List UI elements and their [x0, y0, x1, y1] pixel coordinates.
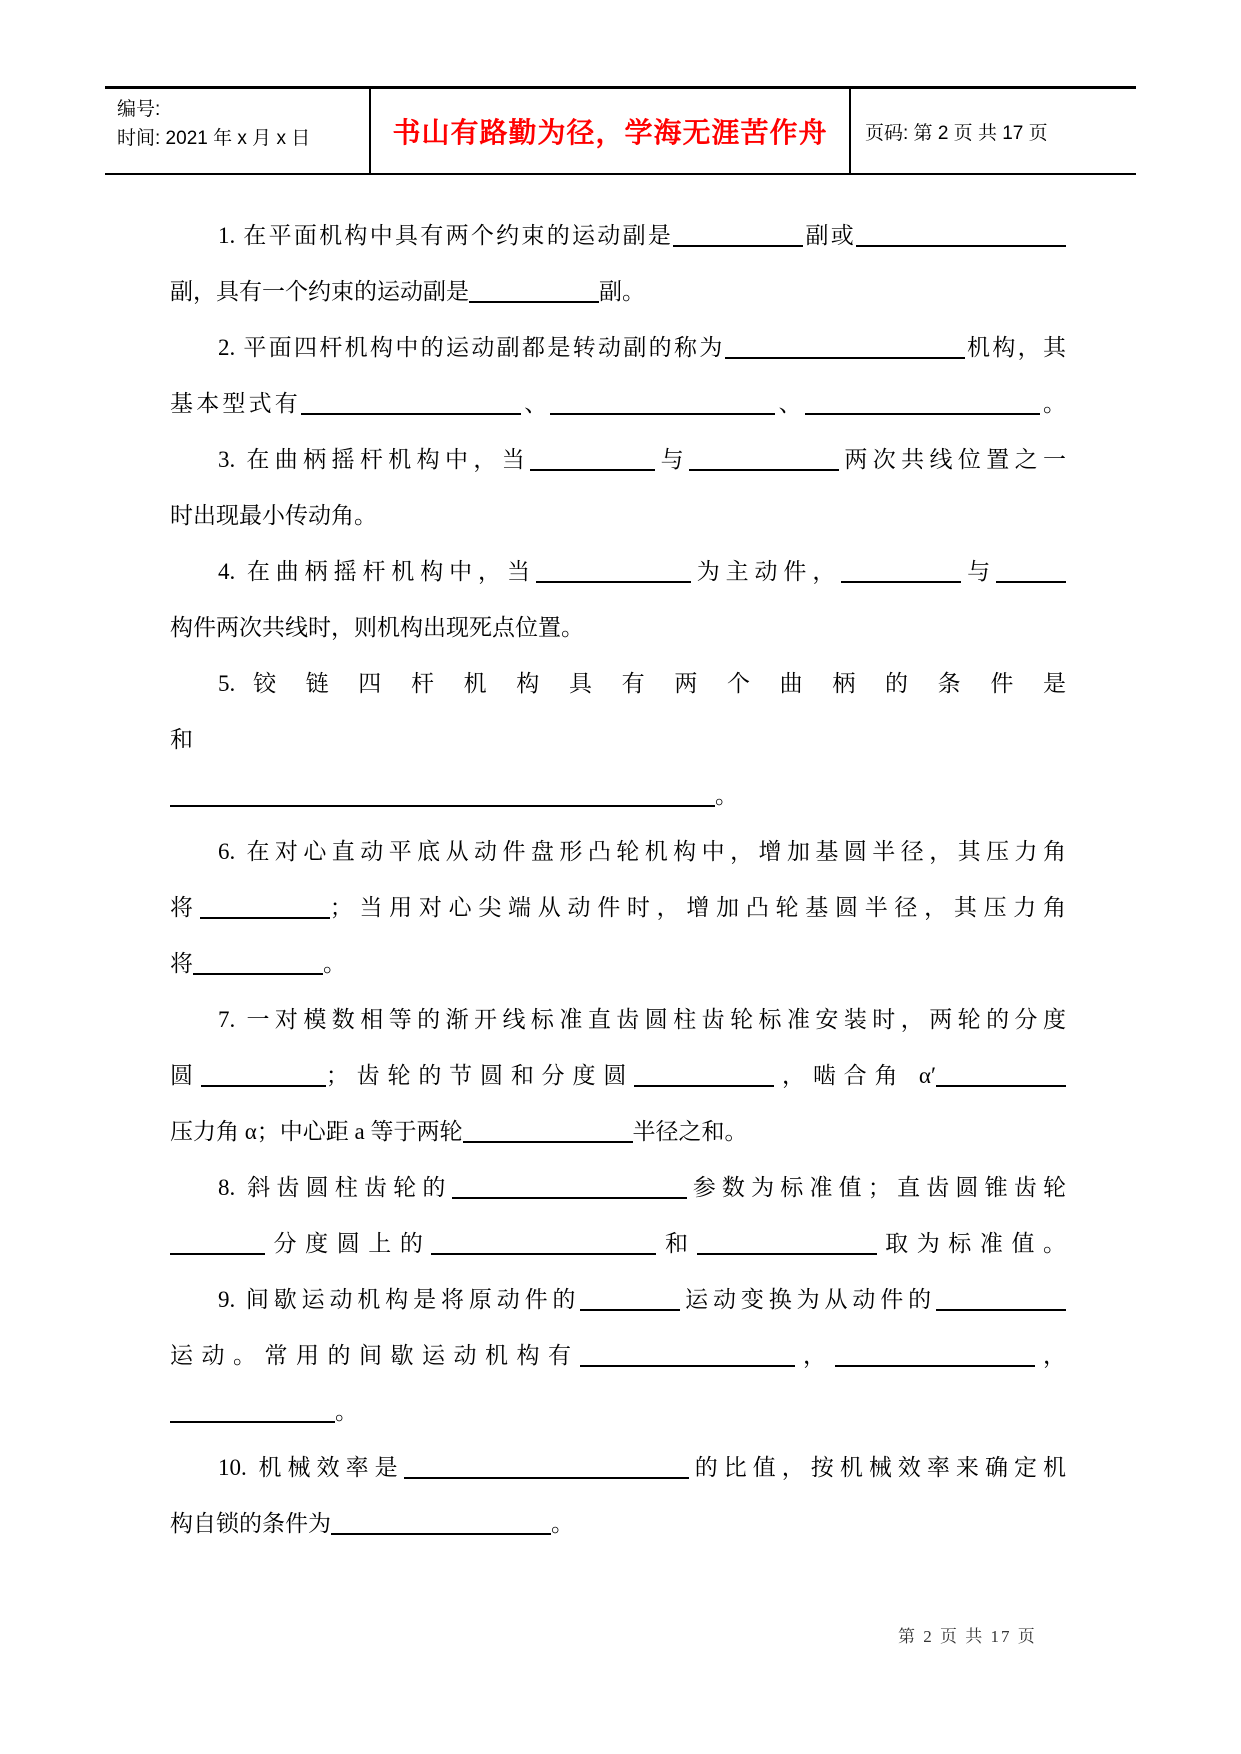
text-segment: 3. 在曲柄摇杆机构中，当: [218, 447, 531, 472]
question-line: [170, 432, 1066, 488]
blank-underline: [452, 1192, 687, 1199]
blank-underline: [856, 240, 1066, 247]
text-segment: 。: [323, 951, 346, 976]
page-number-label: 页码: 第 2 页 共 17 页: [865, 122, 1048, 144]
blank-underline: [201, 1080, 326, 1087]
text-segment: 参数为标准值；直齿圆锥齿轮: [686, 1175, 1066, 1200]
text-segment: 将: [170, 951, 193, 976]
header-cell-motto: [369, 89, 851, 173]
text-segment: ；齿轮的节圆和分度圆: [325, 1063, 635, 1088]
doc-number-label: 编号:: [117, 99, 161, 120]
blank-underline: [301, 408, 521, 415]
text-segment: 为主动件，: [690, 559, 842, 584]
text-segment: 圆: [170, 1063, 201, 1088]
question-line: [170, 600, 1066, 656]
text-segment: ，啮合角 α′: [774, 1063, 936, 1088]
text-segment: 5. 铰 链 四 杆 机 构 具 有 两 个 曲 柄 的 条 件 是: [218, 671, 1066, 696]
question-line: [170, 544, 1066, 600]
blank-underline: [580, 1360, 795, 1367]
blank-underline: [431, 1248, 656, 1255]
question-line: [170, 1048, 1066, 1104]
blank-underline: [725, 352, 965, 359]
text-segment: ，: [794, 1343, 835, 1368]
text-segment: 9. 间歇运动机构是将原动件的: [218, 1287, 581, 1312]
text-segment: 和: [656, 1231, 697, 1256]
text-segment: 10. 机械效率是: [218, 1455, 404, 1480]
text-segment: 与: [961, 559, 997, 584]
blank-underline: [835, 1360, 1035, 1367]
text-segment: 时出现最小传动角。: [170, 503, 377, 528]
question-line: [170, 208, 1066, 264]
question-line: [170, 880, 1066, 936]
blank-underline: [805, 408, 1040, 415]
blank-underline: [936, 1080, 1066, 1087]
text-segment: 。: [1039, 391, 1066, 416]
blank-underline: [170, 1248, 265, 1255]
text-segment: 的比值，按机械效率来确定机: [688, 1455, 1066, 1480]
header-cell-page: [851, 89, 1136, 173]
text-segment: ；当用对心尖端从动件时，增加凸轮基圆半径，其压力角: [329, 895, 1066, 920]
text-segment: 、: [521, 391, 551, 416]
question-line: [170, 1384, 1066, 1440]
question-line: [170, 320, 1066, 376]
question-line: [170, 768, 1066, 824]
text-segment: 。: [551, 1511, 574, 1536]
question-line: [170, 712, 1066, 768]
text-segment: ，: [1034, 1343, 1066, 1368]
blank-underline: [193, 968, 323, 975]
question-line: [170, 376, 1066, 432]
text-segment: 半径之和。: [632, 1119, 748, 1144]
text-segment: 。: [715, 783, 738, 808]
header-table: [105, 86, 1136, 175]
blank-underline: [841, 576, 961, 583]
blank-underline: [634, 1080, 774, 1087]
blank-underline: [463, 1136, 633, 1143]
question-line: [170, 1496, 1066, 1552]
doc-time-label: 时间: 2021 年 x 月 x 日: [117, 128, 311, 149]
question-line: [170, 264, 1066, 320]
question-line: [170, 1160, 1066, 1216]
text-segment: 两次共线位置之一: [838, 447, 1066, 472]
blank-underline: [331, 1528, 551, 1535]
text-segment: 6. 在对心直动平底从动件盘形凸轮机构中，增加基圆半径，其压力角: [218, 839, 1066, 864]
text-segment: 、: [775, 391, 805, 416]
text-segment: 和: [170, 727, 193, 752]
blank-underline: [996, 576, 1066, 583]
text-segment: 分度圆上的: [265, 1231, 432, 1256]
blank-underline: [550, 408, 775, 415]
text-segment: 与: [655, 447, 689, 472]
text-segment: 取为标准值。: [876, 1231, 1066, 1256]
question-line: [170, 1104, 1066, 1160]
text-segment: 1. 在平面机构中具有两个约束的运动副是: [218, 223, 674, 248]
text-segment: 。: [335, 1399, 358, 1424]
text-segment: 运动变换为从动件的: [680, 1287, 937, 1312]
blank-underline: [580, 1304, 680, 1311]
header-cell-meta: [105, 89, 369, 173]
text-segment: 2. 平面四杆机构中的运动副都是转动副的称为: [218, 335, 725, 360]
text-segment: 副，具有一个约束的运动副是: [170, 279, 469, 304]
text-segment: 4. 在曲柄摇杆机构中，当: [218, 559, 536, 584]
text-segment: 机构，其: [964, 335, 1066, 360]
blank-underline: [697, 1248, 877, 1255]
text-segment: 构件两次共线时，则机构出现死点位置。: [170, 615, 584, 640]
text-segment: 将: [170, 895, 200, 920]
question-line: [170, 1440, 1066, 1496]
text-segment: 运动。常用的间歇运动机构有: [170, 1343, 580, 1368]
text-segment: 8. 斜齿圆柱齿轮的: [218, 1175, 452, 1200]
text-segment: 7. 一对模数相等的渐开线标准直齿圆柱齿轮标准安装时，两轮的分度: [218, 1007, 1066, 1032]
questions-body: [170, 208, 1066, 1552]
blank-underline: [673, 240, 803, 247]
text-segment: 副。: [599, 279, 645, 304]
blank-underline: [170, 800, 715, 807]
page-footer: 第 2 页 共 17 页: [898, 1627, 1037, 1646]
text-segment: 基本型式有: [170, 391, 301, 416]
text-segment: 副或: [803, 223, 857, 248]
question-line: [170, 824, 1066, 880]
blank-underline: [170, 1416, 335, 1423]
blank-underline: [530, 464, 655, 471]
text-segment: 压力角 α；中心距 a 等于两轮: [170, 1119, 463, 1144]
blank-underline: [936, 1304, 1066, 1311]
motto-text: 书山有路勤为径，学海无涯苦作舟: [392, 118, 828, 149]
question-line: [170, 656, 1066, 712]
question-line: [170, 936, 1066, 992]
question-line: [170, 488, 1066, 544]
blank-underline: [469, 296, 599, 303]
blank-underline: [404, 1472, 689, 1479]
blank-underline: [200, 912, 330, 919]
question-line: [170, 1272, 1066, 1328]
question-line: [170, 992, 1066, 1048]
text-segment: 构自锁的条件为: [170, 1511, 331, 1536]
question-line: [170, 1216, 1066, 1272]
blank-underline: [689, 464, 839, 471]
blank-underline: [536, 576, 691, 583]
question-line: [170, 1328, 1066, 1384]
